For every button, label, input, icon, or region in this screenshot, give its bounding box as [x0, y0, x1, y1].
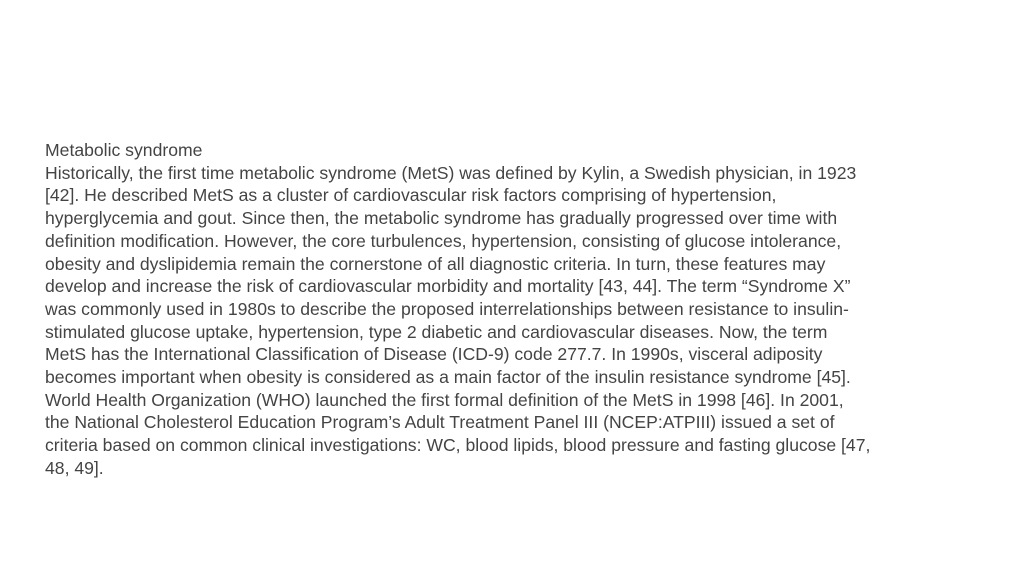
paragraph-line: 48, 49]. [45, 457, 104, 478]
paragraph-line: World Health Organization (WHO) launched the first formal definition of the MetS in 1998 [46]. In 2001, [45, 389, 844, 410]
paragraph-line: Historically, the first time metabolic syndrome (MetS) was defined by Kylin, a Swedish physician, in 1923 [45, 162, 857, 183]
paragraph-line: MetS has the International Classification of Disease (ICD-9) code 277.7. In 1990s, visceral adiposity [45, 344, 823, 365]
paragraph-line: the National Cholesterol Education Program’s Adult Treatment Panel III (NCEP:ATPIII) issued a set of [45, 412, 835, 433]
paragraph-line: stimulated glucose uptake, hypertension, type 2 diabetic and cardiovascular diseases. Now, the term [45, 321, 828, 342]
paragraph-line: definition modification. However, the core turbulences, hypertension, consisting of glucose intolerance, [45, 230, 842, 251]
paragraph-line: criteria based on common clinical investigations: WC, blood lipids, blood pressure and fasting glucose [47, [45, 435, 871, 456]
paragraph-line: [42]. He described MetS as a cluster of cardiovascular risk factors comprising of hypertension, [45, 185, 777, 206]
slide-text-block [45, 139, 985, 480]
paragraph-line: becomes important when obesity is considered as a main factor of the insulin resistance syndrome [45]. [45, 367, 851, 388]
paragraph-line: develop and increase the risk of cardiovascular morbidity and mortality [43, 44]. The term “Syndrome X” [45, 276, 851, 297]
slide-heading: Metabolic syndrome [45, 140, 203, 160]
paragraph-line: obesity and dyslipidemia remain the cornerstone of all diagnostic criteria. In turn, these features may [45, 253, 826, 274]
paragraph-line: was commonly used in 1980s to describe the proposed interrelationships between resistance to insulin- [45, 298, 849, 319]
paragraph-line: hyperglycemia and gout. Since then, the metabolic syndrome has gradually progressed over time with [45, 208, 838, 229]
